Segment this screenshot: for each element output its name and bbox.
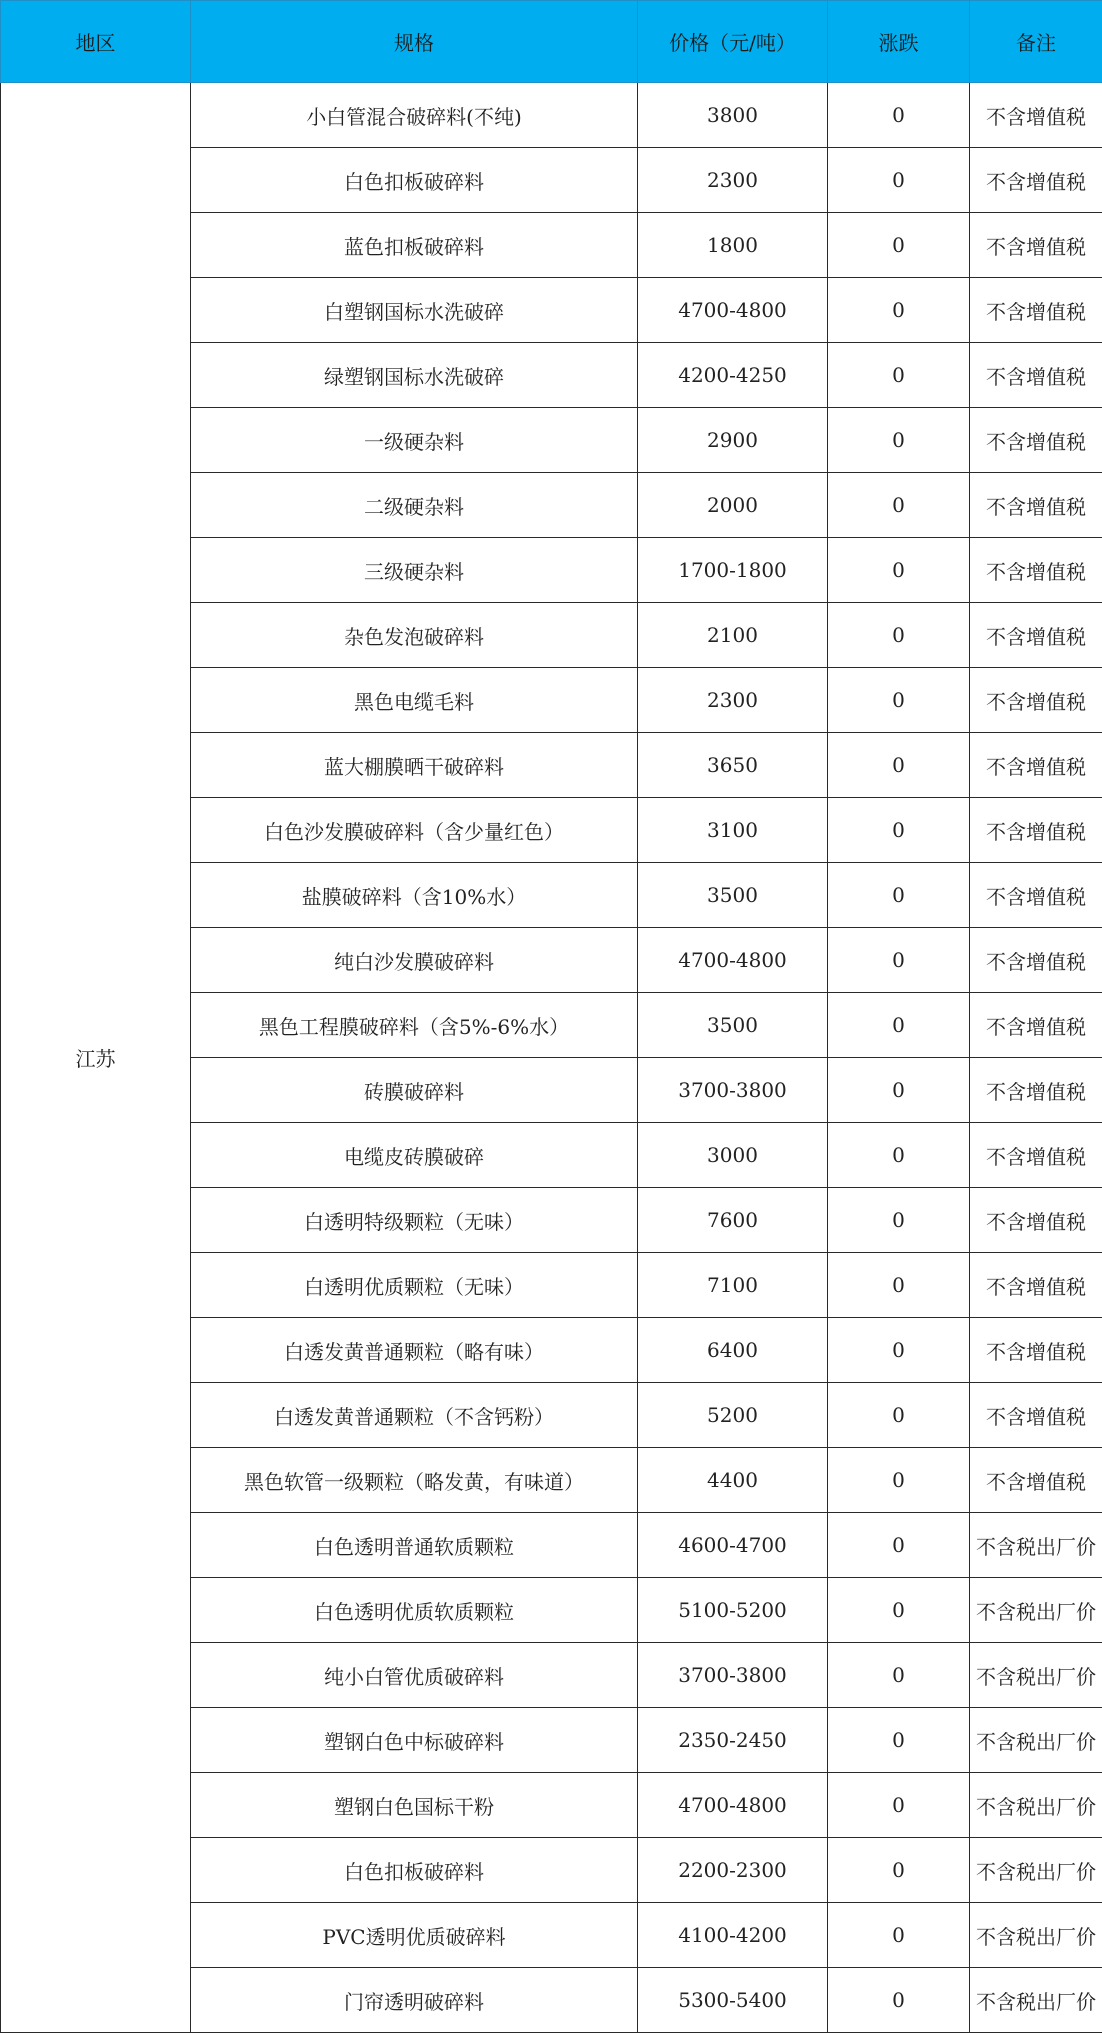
change-cell: 0 (828, 1578, 970, 1643)
price-cell: 5200 (638, 1383, 828, 1448)
price-cell: 2900 (638, 408, 828, 473)
price-cell: 2200-2300 (638, 1838, 828, 1903)
price-cell: 3500 (638, 863, 828, 928)
note-cell: 不含增值税 (970, 278, 1102, 343)
change-cell: 0 (828, 1513, 970, 1578)
note-cell: 不含增值税 (970, 148, 1102, 213)
change-cell: 0 (828, 1318, 970, 1383)
change-cell: 0 (828, 1058, 970, 1123)
change-cell: 0 (828, 83, 970, 148)
change-cell: 0 (828, 1643, 970, 1708)
spec-cell: 小白管混合破碎料(不纯) (191, 83, 638, 148)
change-cell: 0 (828, 343, 970, 408)
spec-cell: 白色扣板破碎料 (191, 1838, 638, 1903)
price-cell: 3650 (638, 733, 828, 798)
change-cell: 0 (828, 1838, 970, 1903)
change-cell: 0 (828, 538, 970, 603)
spec-cell: 纯小白管优质破碎料 (191, 1643, 638, 1708)
change-cell: 0 (828, 1188, 970, 1253)
note-cell: 不含增值税 (970, 473, 1102, 538)
note-cell: 不含增值税 (970, 603, 1102, 668)
note-cell: 不含税出厂价 (970, 1513, 1102, 1578)
change-cell: 0 (828, 1253, 970, 1318)
price-cell: 3000 (638, 1123, 828, 1188)
price-cell: 1700-1800 (638, 538, 828, 603)
change-cell: 0 (828, 408, 970, 473)
spec-cell: 砖膜破碎料 (191, 1058, 638, 1123)
change-cell: 0 (828, 1903, 970, 1968)
price-cell: 2300 (638, 148, 828, 213)
change-cell: 0 (828, 278, 970, 343)
price-cell: 4400 (638, 1448, 828, 1513)
note-cell: 不含税出厂价 (970, 1578, 1102, 1643)
price-cell: 5300-5400 (638, 1968, 828, 2033)
price-cell: 3800 (638, 83, 828, 148)
spec-cell: 塑钢白色中标破碎料 (191, 1708, 638, 1773)
spec-cell: 门帘透明破碎料 (191, 1968, 638, 2033)
spec-cell: 白色扣板破碎料 (191, 148, 638, 213)
note-cell: 不含增值税 (970, 1188, 1102, 1253)
price-cell: 3100 (638, 798, 828, 863)
change-cell: 0 (828, 928, 970, 993)
note-cell: 不含增值税 (970, 343, 1102, 408)
note-cell: 不含增值税 (970, 668, 1102, 733)
note-cell: 不含增值税 (970, 1318, 1102, 1383)
change-cell: 0 (828, 863, 970, 928)
price-cell: 3500 (638, 993, 828, 1058)
spec-cell: 三级硬杂料 (191, 538, 638, 603)
table-row (1, 83, 1102, 148)
note-cell: 不含增值税 (970, 1123, 1102, 1188)
header-region: 地区 (1, 1, 191, 83)
spec-cell: 黑色软管一级颗粒（略发黄，有味道） (191, 1448, 638, 1513)
note-cell: 不含增值税 (970, 993, 1102, 1058)
change-cell: 0 (828, 1708, 970, 1773)
change-cell: 0 (828, 1968, 970, 2033)
header-spec: 规格 (191, 1, 638, 83)
change-cell: 0 (828, 1383, 970, 1448)
spec-cell: 黑色工程膜破碎料（含5%-6%水） (191, 993, 638, 1058)
note-cell: 不含增值税 (970, 733, 1102, 798)
note-cell: 不含增值税 (970, 213, 1102, 278)
spec-cell: 白色沙发膜破碎料（含少量红色） (191, 798, 638, 863)
spec-cell: 绿塑钢国标水洗破碎 (191, 343, 638, 408)
spec-cell: 纯白沙发膜破碎料 (191, 928, 638, 993)
header-change: 涨跌 (828, 1, 970, 83)
change-cell: 0 (828, 1773, 970, 1838)
note-cell: 不含税出厂价 (970, 1773, 1102, 1838)
spec-cell: 黑色电缆毛料 (191, 668, 638, 733)
change-cell: 0 (828, 1123, 970, 1188)
spec-cell: 白透明特级颗粒（无味） (191, 1188, 638, 1253)
price-cell: 3700-3800 (638, 1643, 828, 1708)
spec-cell: PVC透明优质破碎料 (191, 1903, 638, 1968)
header-price: 价格（元/吨） (638, 1, 828, 83)
spec-cell: 盐膜破碎料（含10%水） (191, 863, 638, 928)
price-cell: 1800 (638, 213, 828, 278)
note-cell: 不含税出厂价 (970, 1643, 1102, 1708)
price-cell: 4100-4200 (638, 1903, 828, 1968)
spec-cell: 白透发黄普通颗粒（不含钙粉） (191, 1383, 638, 1448)
spec-cell: 白色透明普通软质颗粒 (191, 1513, 638, 1578)
price-cell: 4700-4800 (638, 928, 828, 993)
spec-cell: 塑钢白色国标干粉 (191, 1773, 638, 1838)
price-cell: 2100 (638, 603, 828, 668)
note-cell: 不含增值税 (970, 928, 1102, 993)
spec-cell: 蓝大棚膜晒干破碎料 (191, 733, 638, 798)
note-cell: 不含增值税 (970, 538, 1102, 603)
change-cell: 0 (828, 733, 970, 798)
price-cell: 4700-4800 (638, 1773, 828, 1838)
spec-cell: 二级硬杂料 (191, 473, 638, 538)
price-cell: 5100-5200 (638, 1578, 828, 1643)
change-cell: 0 (828, 603, 970, 668)
price-cell: 2300 (638, 668, 828, 733)
spec-cell: 蓝色扣板破碎料 (191, 213, 638, 278)
table-header (1, 1, 1102, 83)
change-cell: 0 (828, 148, 970, 213)
change-cell: 0 (828, 473, 970, 538)
change-cell: 0 (828, 213, 970, 278)
spec-cell: 一级硬杂料 (191, 408, 638, 473)
note-cell: 不含增值税 (970, 408, 1102, 473)
change-cell: 0 (828, 1448, 970, 1513)
spec-cell: 白色透明优质软质颗粒 (191, 1578, 638, 1643)
change-cell: 0 (828, 798, 970, 863)
price-cell: 4600-4700 (638, 1513, 828, 1578)
change-cell: 0 (828, 668, 970, 733)
price-cell: 2000 (638, 473, 828, 538)
price-cell: 6400 (638, 1318, 828, 1383)
note-cell: 不含税出厂价 (970, 1968, 1102, 2033)
price-cell: 4700-4800 (638, 278, 828, 343)
note-cell: 不含增值税 (970, 83, 1102, 148)
table-body (1, 83, 1102, 2033)
region-cell: 江苏 (1, 83, 191, 2033)
change-cell: 0 (828, 993, 970, 1058)
price-cell: 7100 (638, 1253, 828, 1318)
price-cell: 4200-4250 (638, 343, 828, 408)
note-cell: 不含增值税 (970, 1058, 1102, 1123)
note-cell: 不含增值税 (970, 1383, 1102, 1448)
spec-cell: 白透发黄普通颗粒（略有味） (191, 1318, 638, 1383)
note-cell: 不含增值税 (970, 1448, 1102, 1513)
note-cell: 不含增值税 (970, 863, 1102, 928)
spec-cell: 杂色发泡破碎料 (191, 603, 638, 668)
spec-cell: 白透明优质颗粒（无味） (191, 1253, 638, 1318)
note-cell: 不含增值税 (970, 798, 1102, 863)
spec-cell: 白塑钢国标水洗破碎 (191, 278, 638, 343)
header-note: 备注 (970, 1, 1102, 83)
price-cell: 3700-3800 (638, 1058, 828, 1123)
price-cell: 2350-2450 (638, 1708, 828, 1773)
price-cell: 7600 (638, 1188, 828, 1253)
note-cell: 不含增值税 (970, 1253, 1102, 1318)
spec-cell: 电缆皮砖膜破碎 (191, 1123, 638, 1188)
header-row (1, 1, 1102, 83)
note-cell: 不含税出厂价 (970, 1708, 1102, 1773)
note-cell: 不含税出厂价 (970, 1903, 1102, 1968)
note-cell: 不含税出厂价 (970, 1838, 1102, 1903)
